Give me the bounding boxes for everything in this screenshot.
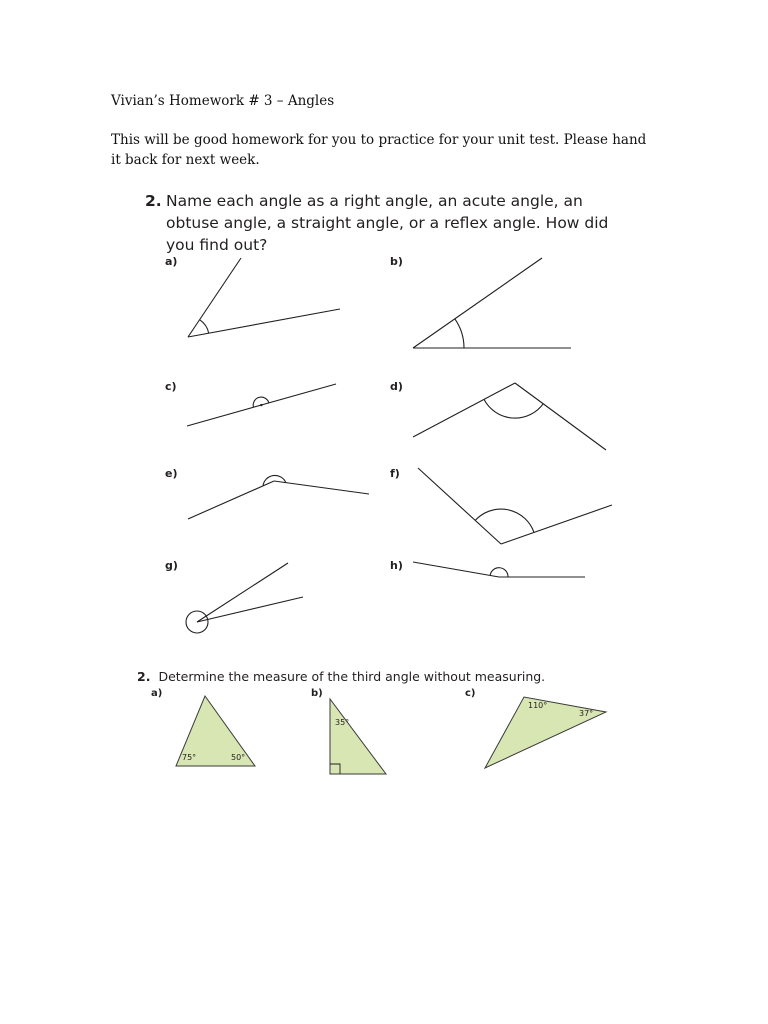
angle-label-b: b): [390, 255, 403, 268]
angle-label-d: d): [390, 380, 403, 393]
triangle-label-c: c): [465, 688, 476, 699]
triangle-b-angle-1: 35°: [335, 718, 350, 727]
homework-title: Vivian’s Homework # 3 – Angles: [111, 93, 335, 109]
triangle-c-angle-1: 110°: [528, 701, 548, 710]
question-2-text: Determine the measure of the third angle without measuring.: [158, 669, 546, 684]
triangle-a: [176, 696, 255, 766]
triangle-c-angle-2: 37°: [579, 709, 594, 718]
question-2-number: 2.: [137, 669, 151, 684]
angle-label-g: g): [165, 559, 178, 572]
homework-intro: This will be good homework for you to practice for your unit test. Please hand it back for next week.: [111, 132, 647, 168]
triangle-b: [330, 699, 386, 774]
angle-label-c: c): [165, 380, 177, 393]
question-1-text: Name each angle as a right angle, an acute angle, an obtuse angle, a straight angle, or a reflex angle. How did you find out?: [166, 192, 609, 254]
triangle-a-angle-1: 75°: [182, 753, 197, 762]
angle-label-e: e): [165, 467, 178, 480]
angle-label-a: a): [165, 255, 178, 268]
triangle-label-b: b): [311, 688, 323, 699]
triangle-c: [485, 697, 606, 768]
triangle-a-angle-2: 50°: [231, 753, 246, 762]
question-1-number: 2.: [145, 192, 162, 210]
angle-label-f: f): [390, 467, 400, 480]
triangle-label-a: a): [151, 688, 163, 699]
angle-label-h: h): [390, 559, 403, 572]
